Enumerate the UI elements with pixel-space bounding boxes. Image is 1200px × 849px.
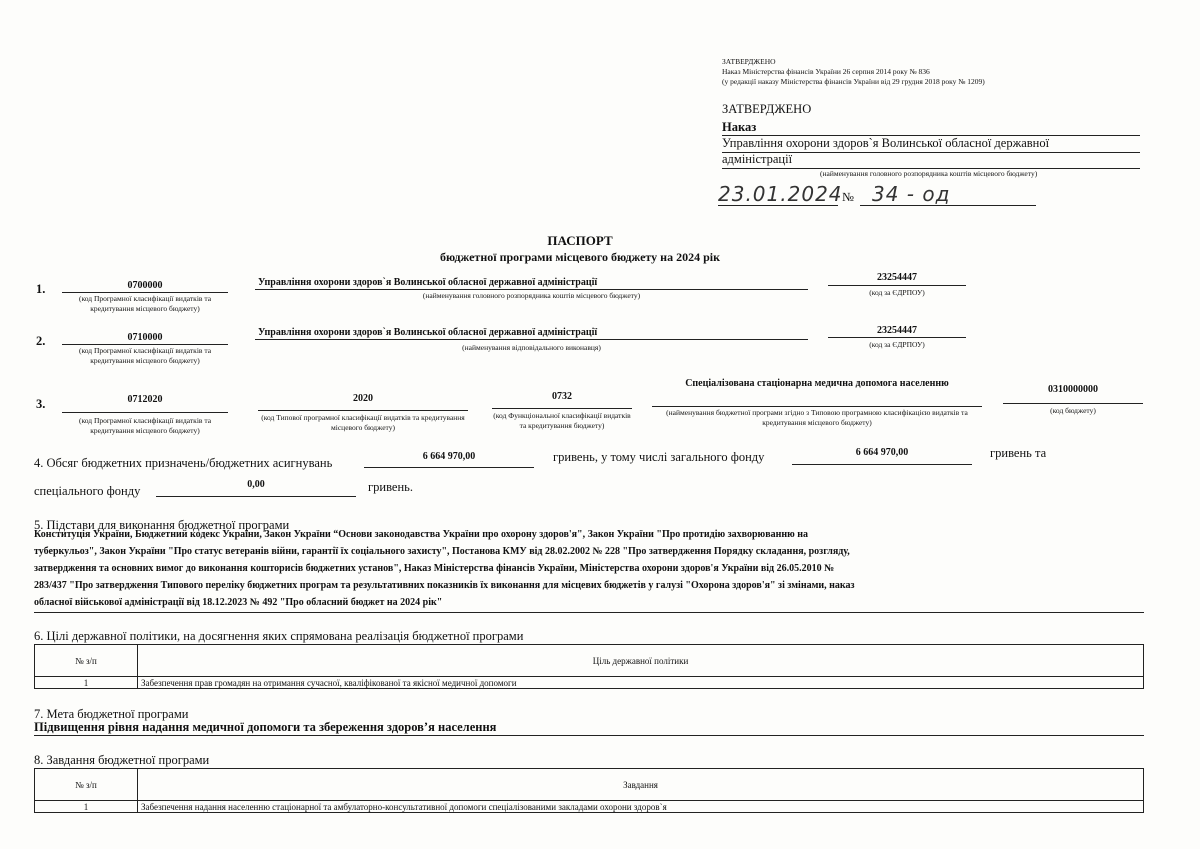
section8-table: [34, 768, 1144, 813]
row3-func-code: 0732: [552, 391, 572, 402]
section7-underline: [34, 735, 1144, 736]
approval-org-line1: Управління охорони здоров`я Волинської обласної державної: [722, 136, 1050, 150]
row1-edrpou-caption: (код за ЄДРПОУ): [869, 288, 925, 297]
section5-line: Конституція України, Бюджетний кодекс України, Закон України “Основи законодавства України про охорону здоров'я", Закон України "Про протидію захворюванню на: [34, 529, 809, 540]
row4-total-line: [364, 467, 534, 468]
approval-caption: (найменування головного розпорядника коштів місцевого бюджету): [820, 169, 1038, 178]
approval-org-line2: адміністрації: [722, 152, 793, 166]
row1-name-caption: (найменування головного розпорядника коштів місцевого бюджету): [422, 291, 641, 300]
row-num: 1: [35, 677, 138, 689]
approval-header-line1: ЗАТВЕРДЖЕНО: [722, 57, 776, 66]
row3-program-caption: (найменування бюджетної програми згідно з Типовою програмною класифікацією видатків та кредитування місцевого бюджету): [666, 408, 968, 427]
row1-code-line: [62, 292, 228, 293]
col-num-header: № з/п: [35, 769, 138, 801]
section5-line: обласної військової адміністрації від 18.12.2023 № 492 "Про обласний бюджет на 2024 рік": [34, 597, 443, 608]
row1-code: 0700000: [127, 280, 163, 291]
approval-number-line: [860, 205, 1036, 206]
section5-line: туберкульоз", Закон України "Про статус ветеранів війни, гарантії їх соціального захисту", Постанова КМУ від 28.02.2002 № 228 "Про затвердження Порядку складання, розгляду,: [34, 546, 850, 557]
approval-header-line2: Наказ Міністерства фінансів України 26 серпня 2014 року № 836: [722, 67, 930, 76]
row2-code: 0710000: [127, 332, 163, 343]
row4-special-tail: гривень.: [368, 480, 413, 494]
section5-title: 5. Підстави для виконання бюджетної програми: [34, 518, 290, 532]
row1-number: 1.: [36, 282, 46, 296]
section7-text: Підвищення рівня надання медичної допомоги та збереження здоров’я населення: [34, 720, 497, 734]
row2-edrpou-line: [828, 337, 966, 338]
approval-title: ЗАТВЕРДЖЕНО: [722, 102, 812, 116]
row3-program-name: Спеціалізована стаціонарна медична допомога населенню: [685, 378, 949, 389]
row3-func-caption: (код Функціональної класифікації видатків та кредитування бюджету): [493, 411, 631, 430]
table-row: [35, 801, 1144, 813]
row3-code: 0712020: [127, 394, 163, 405]
row4-special-line: [156, 496, 356, 497]
row2-edrpou-caption: (код за ЄДРПОУ): [869, 340, 925, 349]
row2-edrpou: 23254447: [877, 325, 917, 336]
row1-edrpou: 23254447: [877, 272, 917, 283]
row2-number: 2.: [36, 334, 46, 348]
row3-budget-code: 0310000000: [1048, 384, 1098, 395]
row4-tail-text: гривень та: [990, 446, 1047, 460]
row4-general-line: [792, 464, 972, 465]
row3-code-caption: (код Програмної класифікації видатків та кредитування місцевого бюджету): [78, 416, 212, 435]
row1-name: Управління охорони здоров`я Волинської обласної державної адміністрації: [258, 277, 598, 288]
section7-title: 7. Мета бюджетної програми: [34, 707, 189, 721]
approval-header: [722, 57, 1142, 87]
row1-code-caption: (код Програмної класифікації видатків та кредитування місцевого бюджету): [78, 294, 212, 313]
section5-underline: [34, 612, 1144, 613]
section5-line: 283/437 "Про затвердження Типового переліку бюджетних програм та результативних показників їх виконання для місцевих бюджетів у галузі "Охорона здоров'я" зі змінами, наказ: [34, 580, 855, 591]
approval-date-line: [718, 205, 838, 206]
section6-table: [34, 644, 1144, 689]
row3-typical-caption: (код Типової програмної класифікації видатків та кредитування місцевого бюджету): [261, 413, 465, 432]
row1-edrpou-line: [828, 285, 966, 286]
col-task-header: Завдання: [138, 769, 1144, 801]
section8-title: 8. Завдання бюджетної програми: [34, 753, 210, 767]
page-subtitle: бюджетної програми місцевого бюджету на 2024 рік: [440, 250, 720, 264]
row3-number: 3.: [36, 397, 46, 411]
col-goal-header: Ціль державної політики: [138, 645, 1144, 677]
row3-program-line: [652, 406, 982, 407]
approval-date-handwritten: 23.01.2024: [718, 182, 843, 206]
row-goal-text: Забезпечення прав громадян на отримання сучасної, кваліфікованої та якісної медичної допомоги: [138, 677, 1144, 689]
row3-func-line: [492, 408, 632, 409]
col-num-header: № з/п: [35, 645, 138, 677]
table-row: [35, 677, 1144, 689]
row2-name-caption: (найменування відповідального виконавця): [462, 343, 601, 352]
section5-body: [34, 526, 1144, 611]
row-task-text: Забезпечення надання населенню стаціонарної та амбулаторно-консультативної допомоги спеціалізованими закладами охорони здоров`я: [138, 801, 1144, 813]
row4-total: 6 664 970,00: [422, 451, 476, 462]
row2-code-line: [62, 344, 228, 345]
row1-name-line: [255, 289, 808, 290]
row3-typical-code: 2020: [353, 393, 373, 404]
approval-order: Наказ: [722, 120, 757, 134]
row3-budget-caption: (код бюджету): [1050, 406, 1096, 415]
row3-code-line: [62, 412, 228, 413]
row4-label: 4. Обсяг бюджетних призначень/бюджетних асигнувань: [34, 456, 333, 470]
row2-code-caption: (код Програмної класифікації видатків та кредитування місцевого бюджету): [78, 346, 212, 365]
approval-number-sign: №: [842, 190, 854, 204]
row3-typical-line: [258, 410, 468, 411]
table-header-row: [35, 645, 1144, 677]
approval-number-handwritten: 34 - од: [872, 182, 951, 206]
row4-special-label: спеціального фонду: [34, 484, 141, 498]
row2-name-line: [255, 339, 808, 340]
row4-special: 0,00: [247, 479, 265, 490]
row2-name: Управління охорони здоров`я Волинської обласної державної адміністрації: [258, 327, 598, 338]
table-header-row: [35, 769, 1144, 801]
row-num: 1: [35, 801, 138, 813]
section6-title: 6. Цілі державної політики, на досягнення яких спрямована реалізація бюджетної програми: [34, 629, 524, 643]
page-title: ПАСПОРТ: [547, 233, 613, 248]
row4-general: 6 664 970,00: [855, 447, 909, 458]
approval-header-line3: (у редакції наказу Міністерства фінансів України від 29 грудня 2018 року № 1209): [722, 77, 985, 86]
row4-mid-text: гривень, у тому числі загального фонду: [553, 450, 765, 464]
row3-budget-line: [1003, 403, 1143, 404]
section5-line: затвердження та основних вимог до виконання кошторисів бюджетних установ", Наказ Міністерства фінансів України, Міністерства охорони здоров'я України від 26.05.2010 №: [34, 563, 835, 574]
